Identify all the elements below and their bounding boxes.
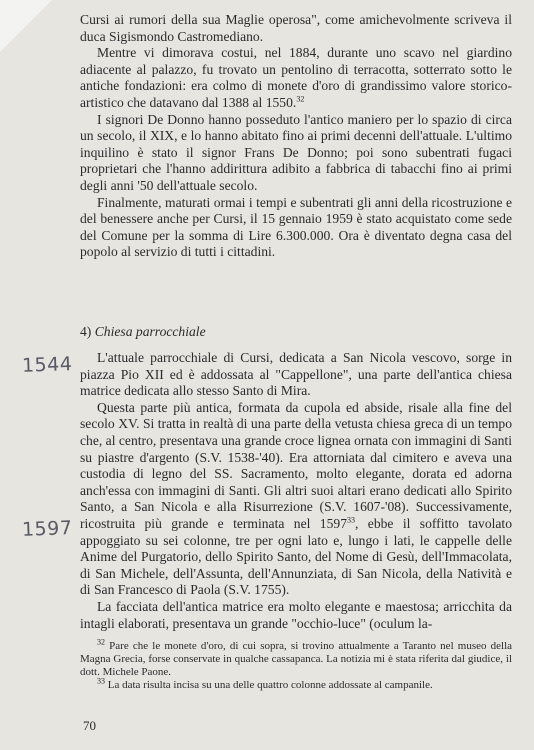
handwritten-margin-note: 1544: [21, 353, 73, 377]
footnotes: [80, 637, 513, 692]
footnote-ref: 33: [347, 515, 355, 525]
footnote-ref: 32: [296, 94, 305, 104]
folded-corner: [0, 0, 52, 52]
section-heading: [80, 324, 206, 340]
paragraph: La facciata dell'antica matrice era molto elegante e maestosa; arricchita da intagli elaborati, presentava un grande "occhio-luce" (oculum la-: [80, 598, 512, 631]
section-text: [80, 350, 512, 632]
footnote-text: Pare che le monete d'oro, di cui sopra, si trovino attualmente a Taranto nel museo della Magna Grecia, forse conservate in qualche cassapanca. La notizia mi è stata riferita dal giudice, il dott. Michele Paone.: [80, 640, 513, 678]
paragraph: Cursi ai rumori della sua Maglie operosa", come amichevolmente scriveva il duca Sigismondo Castromediano.: [80, 12, 512, 44]
top-text: [80, 12, 512, 261]
paragraph: [80, 45, 512, 111]
paragraph-text: Mentre vi dimorava costui, nel 1884, durante uno scavo nel giardino adiacente al palazzo, fu trovato un pentolino di terracotta, sotterrato sotto le antiche fondazioni: era colmo di monete d'oro di grandissimo valore storico-artistico che datavano dal 1388 al 1550.: [80, 45, 512, 110]
paragraph-text: Questa parte più antica, formata da cupola ed abside, risale alla fine del secolo XV. Si tratta in realtà di una parte della vetusta chiesa greca di un tempo che, al centro, presentava una grande croce lignea ornata con immagini di Santi su piastre d'argento (S.V. 1538-'40). Era attorniata dal cimitero e aveva una custodia di legno del SS. Sacramento, molto elegante, dorata ed adorna anch'essa con immagini di Santi. Gli altri suoi altari erano dedicati allo Spirito Santo, a San Nicola e alla Risurrezione (S.V. 1607-'08). Successivamente, ricostruita più grande e terminata nel 1597: [80, 399, 512, 531]
section-title: Chiesa parrocchiale: [94, 324, 206, 339]
footnote-text: La data risulta incisa su una delle quattro colonne addossate al campanile.: [107, 679, 433, 691]
footnote: [80, 637, 513, 679]
footnote: [80, 676, 512, 692]
paragraph-text: , ebbe il soffitto tavolato appoggiato su sei colonne, tre per ogni lato e, lungo i lati, le cappelle delle Anime del Purgatorio, dello Spirito Santo, del Nome di Gesù, dell'Immacolata, di San Michele, dell'Assunta, dell'Annunziata, di San Nicola, della Natività e di San Francesco di Paola (S.V. 1755).: [80, 515, 512, 598]
footnote-number: 33: [97, 676, 105, 686]
page-number: 70: [83, 718, 96, 733]
paragraph: I signori De Donno hanno posseduto l'antico maniero per lo spazio di circa un secolo, il XIX, e lo hanno abitato fino ai primi decenni dell'attuale. L'ultimo inquilino è stato il signor Frans De Donno; poi sono subentrati fugaci proprietari che l'hanno addirittura adibito a fabbrica di tabacchi fino ai primi degli anni '50 dell'attuale secolo.: [80, 111, 512, 193]
paragraph: [80, 400, 512, 599]
paragraph: L'attuale parrocchiale di Cursi, dedicata a San Nicola vescovo, sorge in piazza Pio XII ed è addossata al "Cappellone", una parte dell'antica chiesa matrice dedicata allo stesso Santo di Mira.: [80, 350, 512, 399]
section-number: 4): [80, 324, 92, 339]
paragraph: Finalmente, maturati ormai i tempi e subentrati gli anni della ricostruzione e del benessere anche per Cursi, il 15 gennaio 1959 è stato acquistato come sede del Comune per la somma di Lire 6.300.000. Ora è diventato degna casa del popolo al servizio di tutti i cittadini.: [80, 194, 512, 260]
footnote-number: 32: [97, 637, 105, 647]
handwritten-margin-note: 1597: [21, 517, 73, 541]
